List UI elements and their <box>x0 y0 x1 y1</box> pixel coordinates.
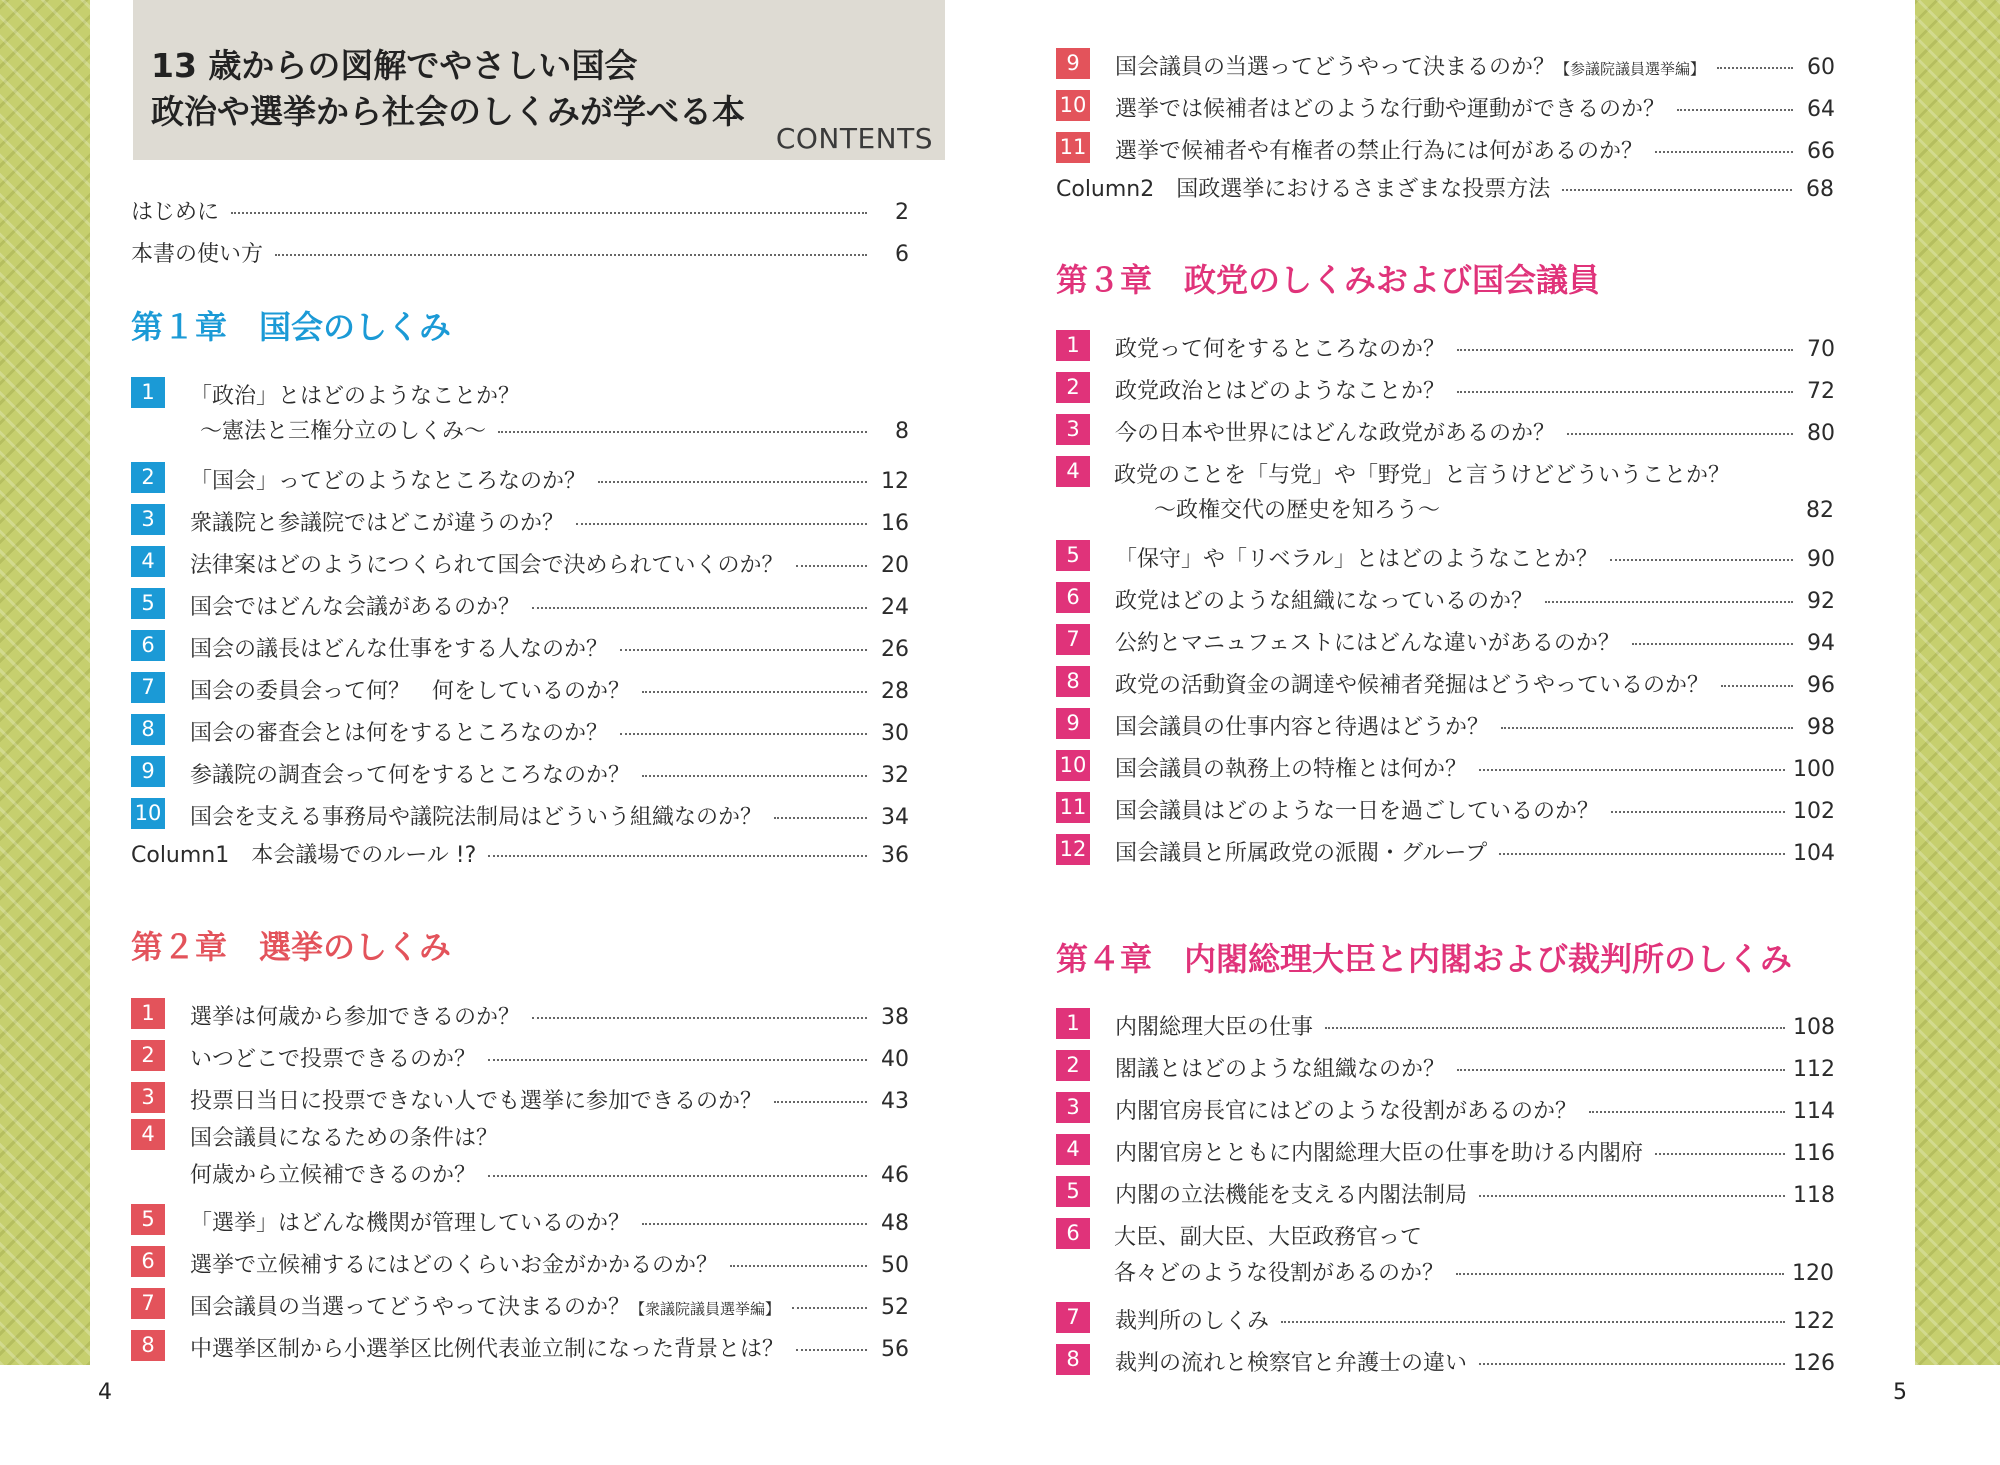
toc-row-ch3-4[interactable] <box>1114 493 1834 524</box>
leader-dots <box>1655 151 1793 153</box>
toc-label: 内閣官房とともに内閣総理大臣の仕事を助ける内閣府 <box>1115 1141 1644 1166</box>
toc-page: 2 <box>895 200 909 225</box>
toc-label[interactable]: 大臣、副大臣、大臣政務官って <box>1114 1225 1423 1250</box>
item-number-badge: 7 <box>1056 1302 1090 1333</box>
toc-page: 100 <box>1793 757 1835 782</box>
toc-row[interactable] <box>190 506 909 537</box>
toc-row[interactable] <box>190 1000 909 1031</box>
toc-row[interactable] <box>1115 836 1835 867</box>
page-number-left: 4 <box>98 1380 112 1405</box>
toc-row[interactable] <box>1115 626 1835 657</box>
toc-page: 92 <box>1807 589 1835 614</box>
toc-row[interactable] <box>1115 668 1835 699</box>
toc-row[interactable] <box>1115 1052 1835 1083</box>
toc-page: 104 <box>1793 841 1835 866</box>
toc-sublabel: ～政権交代の歴史を知ろう～ <box>1154 498 1441 523</box>
item-number-badge: 3 <box>1056 414 1090 445</box>
leader-dots <box>774 817 867 819</box>
toc-row[interactable] <box>1115 1178 1835 1209</box>
leader-dots <box>1545 601 1793 603</box>
toc-row-ch1-1[interactable] <box>190 414 909 445</box>
item-number-badge: 12 <box>1056 834 1090 865</box>
toc-label: 選挙は何歳から参加できるのか？ <box>190 1005 521 1030</box>
toc-note: 【参議院議員選挙編】 <box>1555 60 1706 78</box>
toc-page: 52 <box>881 1295 909 1320</box>
leader-dots <box>598 481 867 483</box>
item-number-badge: 6 <box>131 1246 165 1277</box>
toc-label: 本書の使い方 <box>131 242 264 267</box>
leader-dots <box>642 775 867 777</box>
leader-dots <box>796 565 867 567</box>
leader-dots <box>1281 1321 1785 1323</box>
toc-row[interactable] <box>1115 542 1835 573</box>
item-number-badge: 6 <box>1056 1218 1090 1249</box>
toc-page: 114 <box>1793 1099 1835 1124</box>
toc-label: 「選挙」はどんな機関が管理しているのか？ <box>190 1211 631 1236</box>
toc-page: 40 <box>881 1047 909 1072</box>
toc-label: いつどこで投票できるのか？ <box>190 1047 477 1072</box>
toc-page: 16 <box>881 511 909 536</box>
toc-row[interactable] <box>190 1248 909 1279</box>
toc-row[interactable] <box>1115 416 1835 447</box>
toc-row[interactable] <box>190 548 909 579</box>
leader-dots <box>1457 391 1793 393</box>
item-number-badge: 7 <box>131 1288 165 1319</box>
toc-label: 公約とマニュフェストにはどんな違いがあるのか？ <box>1115 631 1620 656</box>
toc-label: 選挙では候補者はどのような行動や運動ができるのか？ <box>1115 97 1666 122</box>
toc-label[interactable]: 国会議員になるための条件は？ <box>190 1126 499 1151</box>
toc-label: 中選挙区制から小選挙区比例代表並立制になった背景とは？ <box>190 1337 785 1362</box>
toc-row-ch4-6[interactable] <box>1114 1256 1834 1287</box>
leader-dots <box>1479 1363 1785 1365</box>
toc-label: Column2 国政選挙におけるさまざまな投票方法 <box>1056 177 1551 202</box>
toc-row[interactable] <box>1115 1010 1835 1041</box>
item-number-badge: 8 <box>1056 666 1090 697</box>
toc-label: 政党はどのような組織になっているのか？ <box>1115 589 1534 614</box>
toc-label: 国会を支える事務局や議院法制局はどういう組織なのか？ <box>190 805 763 830</box>
toc-page: 116 <box>1793 1141 1835 1166</box>
item-number-badge: 1 <box>1056 330 1090 361</box>
item-number-badge: 3 <box>131 504 165 535</box>
toc-row[interactable] <box>190 464 909 495</box>
toc-page: 70 <box>1807 337 1835 362</box>
leader-dots <box>620 649 867 651</box>
toc-page: 50 <box>881 1253 909 1278</box>
toc-row[interactable] <box>1115 752 1835 783</box>
toc-page: 6 <box>895 242 909 267</box>
item-number-badge: 3 <box>131 1082 165 1113</box>
leader-dots <box>792 1307 867 1309</box>
chapter2-heading[interactable]: 第２章 選挙のしくみ <box>131 928 452 966</box>
leader-dots <box>1501 727 1793 729</box>
page-number-right: 5 <box>1893 1380 1907 1405</box>
item-number-badge: 1 <box>1056 1008 1090 1039</box>
toc-label: 内閣官房長官にはどのような役割があるのか？ <box>1115 1099 1578 1124</box>
item-number-badge: 2 <box>1056 1050 1090 1081</box>
contents-label: CONTENTS <box>775 122 933 155</box>
toc-row[interactable] <box>1115 134 1835 165</box>
leader-dots <box>1499 853 1785 855</box>
leader-dots <box>498 431 867 433</box>
toc-row[interactable] <box>1115 50 1835 81</box>
leader-dots <box>642 1223 867 1225</box>
leader-dots <box>1717 67 1793 69</box>
toc-page: 66 <box>1807 139 1835 164</box>
leader-dots <box>1456 1273 1784 1275</box>
title-box <box>133 0 945 160</box>
item-number-badge: 10 <box>1056 750 1090 781</box>
toc-page: 12 <box>881 469 909 494</box>
toc-row[interactable] <box>190 632 909 663</box>
toc-page: 126 <box>1793 1351 1835 1376</box>
toc-row[interactable] <box>1115 710 1835 741</box>
item-number-badge: 4 <box>1056 1134 1090 1165</box>
toc-label: 国会議員の当選ってどうやって決まるのか？ <box>190 1295 631 1320</box>
chapter1-heading[interactable]: 第１章 国会のしくみ <box>131 308 452 346</box>
item-number-badge: 7 <box>131 672 165 703</box>
toc-label: はじめに <box>131 200 220 225</box>
leader-dots <box>796 1349 867 1351</box>
toc-label: 国会議員はどのような一日を過ごしているのか？ <box>1115 799 1600 824</box>
toc-label[interactable]: 「政治」とはどのようなことか？ <box>190 384 521 409</box>
toc-label: 内閣の立法機能を支える内閣法制局 <box>1115 1183 1468 1208</box>
item-number-badge: 7 <box>1056 624 1090 655</box>
book-title-line1: 13 歳からの図解でやさしい国会 <box>151 46 638 85</box>
toc-page: 46 <box>881 1163 909 1188</box>
toc-row[interactable] <box>190 1042 909 1073</box>
item-number-badge: 1 <box>131 998 165 1029</box>
toc-label: 衆議院と参議院ではどこが違うのか？ <box>190 511 565 536</box>
toc-label: 政党政治とはどのようなことか？ <box>1115 379 1446 404</box>
toc-row-column2[interactable] <box>1056 172 1834 203</box>
toc-row-intro[interactable] <box>131 195 909 226</box>
toc-page: 112 <box>1793 1057 1835 1082</box>
toc-page: 24 <box>881 595 909 620</box>
toc-page: 108 <box>1793 1015 1835 1040</box>
toc-row[interactable] <box>190 1290 909 1321</box>
toc-row[interactable] <box>190 1332 909 1363</box>
leader-dots <box>275 254 867 256</box>
leader-dots <box>1677 109 1793 111</box>
toc-page: 72 <box>1807 379 1835 404</box>
toc-page: 122 <box>1793 1309 1835 1334</box>
item-number-badge: 8 <box>1056 1344 1090 1375</box>
toc-row[interactable] <box>1115 92 1835 123</box>
leader-dots <box>1479 1195 1785 1197</box>
toc-label: 国会議員の執務上の特権とは何か？ <box>1115 757 1468 782</box>
item-number-badge: 4 <box>131 546 165 577</box>
toc-row[interactable] <box>190 590 909 621</box>
toc-label: 国会ではどんな会議があるのか？ <box>190 595 521 620</box>
leader-dots <box>1479 769 1785 771</box>
item-number-badge: 11 <box>1056 132 1090 163</box>
leader-dots <box>1721 685 1793 687</box>
toc-row[interactable] <box>190 716 909 747</box>
item-number-badge: 10 <box>131 798 165 829</box>
toc-label: 内閣総理大臣の仕事 <box>1115 1015 1314 1040</box>
toc-label: 裁判の流れと検察官と弁護士の違い <box>1115 1351 1468 1376</box>
toc-label[interactable]: 政党のことを「与党」や「野党」と言うけどどういうことか？ <box>1114 463 1731 488</box>
toc-page: 38 <box>881 1005 909 1030</box>
toc-page: 8 <box>895 419 909 444</box>
toc-label: 「保守」や「リベラル」とはどのようなことか？ <box>1115 547 1598 572</box>
item-number-badge: 3 <box>1056 1092 1090 1123</box>
leader-dots <box>1632 643 1793 645</box>
item-number-badge: 6 <box>131 630 165 661</box>
leader-dots <box>1562 189 1792 191</box>
item-number-badge: 9 <box>131 756 165 787</box>
toc-row[interactable] <box>1115 1136 1835 1167</box>
toc-label: 選挙で立候補するにはどのくらいお金がかかるのか？ <box>190 1253 719 1278</box>
toc-row[interactable] <box>1115 1346 1835 1377</box>
toc-sublabel: 各々どのような役割があるのか？ <box>1114 1261 1445 1286</box>
leader-dots <box>730 1265 867 1267</box>
leader-dots <box>231 212 867 214</box>
toc-label: 政党って何をするところなのか？ <box>1115 337 1446 362</box>
item-number-badge: 6 <box>1056 582 1090 613</box>
item-number-badge: 5 <box>1056 1176 1090 1207</box>
item-number-badge: 1 <box>131 377 165 408</box>
item-number-badge: 9 <box>1056 48 1090 79</box>
toc-label: 法律案はどのようにつくられて国会で決められていくのか？ <box>190 553 784 578</box>
toc-label: 参議院の調査会って何をするところなのか？ <box>190 763 631 788</box>
toc-page: 56 <box>881 1337 909 1362</box>
toc-page: 68 <box>1806 177 1834 202</box>
leader-dots <box>488 1175 867 1177</box>
toc-page: 30 <box>881 721 909 746</box>
toc-row[interactable] <box>1115 374 1835 405</box>
toc-row-howto[interactable] <box>131 237 909 268</box>
item-number-badge: 2 <box>131 1040 165 1071</box>
toc-row[interactable] <box>1115 332 1835 363</box>
toc-page: 32 <box>881 763 909 788</box>
item-number-badge: 11 <box>1056 792 1090 823</box>
leader-dots <box>1589 1111 1785 1113</box>
toc-note: 【衆議院議員選挙編】 <box>630 1300 781 1318</box>
toc-row[interactable] <box>190 674 909 705</box>
leader-dots <box>1610 559 1793 561</box>
leader-dots <box>576 523 867 525</box>
chapter3-heading[interactable]: 第３章 政党のしくみおよび国会議員 <box>1056 261 1601 299</box>
item-number-badge: 5 <box>131 588 165 619</box>
toc-page: 118 <box>1793 1183 1835 1208</box>
item-number-badge: 2 <box>131 462 165 493</box>
left-pattern-band <box>0 0 90 1365</box>
toc-page: 43 <box>881 1089 909 1114</box>
toc-label: 国会議員と所属政党の派閥・グループ <box>1115 841 1488 866</box>
toc-row[interactable] <box>190 800 909 831</box>
toc-label: 閣議とはどのような組織なのか？ <box>1115 1057 1446 1082</box>
toc-label: 国会の審査会とは何をするところなのか？ <box>190 721 609 746</box>
toc-page: 64 <box>1807 97 1835 122</box>
toc-page: 96 <box>1807 673 1835 698</box>
leader-dots <box>774 1101 867 1103</box>
item-number-badge: 8 <box>131 1330 165 1361</box>
toc-row-ch2-4[interactable] <box>190 1158 909 1189</box>
toc-page: 28 <box>881 679 909 704</box>
toc-label: Column1 本会議場でのルール !? <box>131 843 477 868</box>
leader-dots <box>1457 1069 1785 1071</box>
toc-page: 80 <box>1807 421 1835 446</box>
leader-dots <box>488 1059 867 1061</box>
toc-row[interactable] <box>1115 584 1835 615</box>
item-number-badge: 5 <box>1056 540 1090 571</box>
toc-row[interactable] <box>190 1084 909 1115</box>
toc-row[interactable] <box>1115 794 1835 825</box>
toc-label: 選挙で候補者や有権者の禁止行為には何があるのか？ <box>1115 139 1644 164</box>
toc-page: 94 <box>1807 631 1835 656</box>
leader-dots <box>532 607 867 609</box>
leader-dots <box>1325 1027 1785 1029</box>
toc-page: 20 <box>881 553 909 578</box>
toc-page: 98 <box>1807 715 1835 740</box>
toc-row-column1[interactable] <box>131 838 909 869</box>
leader-dots <box>1611 811 1785 813</box>
book-title-line2: 政治や選挙から社会のしくみが学べる本 <box>151 92 745 131</box>
item-number-badge: 5 <box>131 1204 165 1235</box>
toc-label: 国会議員の仕事内容と待遇はどうか？ <box>1115 715 1490 740</box>
toc-label: 国会議員の当選ってどうやって決まるのか？ <box>1115 55 1556 80</box>
toc-page: 120 <box>1792 1261 1834 1286</box>
toc-label: 「国会」ってどのようなところなのか？ <box>190 469 587 494</box>
item-number-badge: 2 <box>1056 372 1090 403</box>
toc-sublabel: 何歳から立候補できるのか？ <box>190 1163 477 1188</box>
toc-row[interactable] <box>1115 1094 1835 1125</box>
chapter4-heading[interactable]: 第４章 内閣総理大臣と内閣および裁判所のしくみ <box>1056 940 1793 978</box>
toc-row[interactable] <box>190 1206 909 1237</box>
leader-dots <box>1655 1153 1785 1155</box>
toc-page: 36 <box>881 843 909 868</box>
toc-page: 90 <box>1807 547 1835 572</box>
toc-page: 48 <box>881 1211 909 1236</box>
leader-dots <box>532 1017 867 1019</box>
toc-page: 82 <box>1806 498 1834 523</box>
toc-label: 裁判所のしくみ <box>1115 1309 1270 1334</box>
item-number-badge: 10 <box>1056 90 1090 121</box>
leader-dots <box>1567 433 1793 435</box>
toc-sublabel: ～憲法と三権分立のしくみ～ <box>200 419 487 444</box>
toc-label: 国会の委員会って何？ 何をしているのか？ <box>190 679 631 704</box>
leader-dots <box>488 855 867 857</box>
leader-dots <box>1457 349 1793 351</box>
toc-page: 26 <box>881 637 909 662</box>
toc-page: 60 <box>1807 55 1835 80</box>
item-number-badge: 9 <box>1056 708 1090 739</box>
toc-row[interactable] <box>190 758 909 789</box>
toc-page: 34 <box>881 805 909 830</box>
toc-row[interactable] <box>1115 1304 1835 1335</box>
item-number-badge: 4 <box>1056 456 1090 487</box>
toc-label: 国会の議長はどんな仕事をする人なのか？ <box>190 637 609 662</box>
leader-dots <box>620 733 867 735</box>
toc-label: 政党の活動資金の調達や候補者発掘はどうやっているのか？ <box>1115 673 1710 698</box>
toc-label: 今の日本や世界にはどんな政党があるのか？ <box>1115 421 1556 446</box>
toc-label: 投票日当日に投票できない人でも選挙に参加できるのか？ <box>190 1089 763 1114</box>
toc-page: 102 <box>1793 799 1835 824</box>
item-number-badge: 8 <box>131 714 165 745</box>
right-pattern-band <box>1915 0 2000 1365</box>
leader-dots <box>642 691 867 693</box>
item-number-badge: 4 <box>131 1119 165 1150</box>
